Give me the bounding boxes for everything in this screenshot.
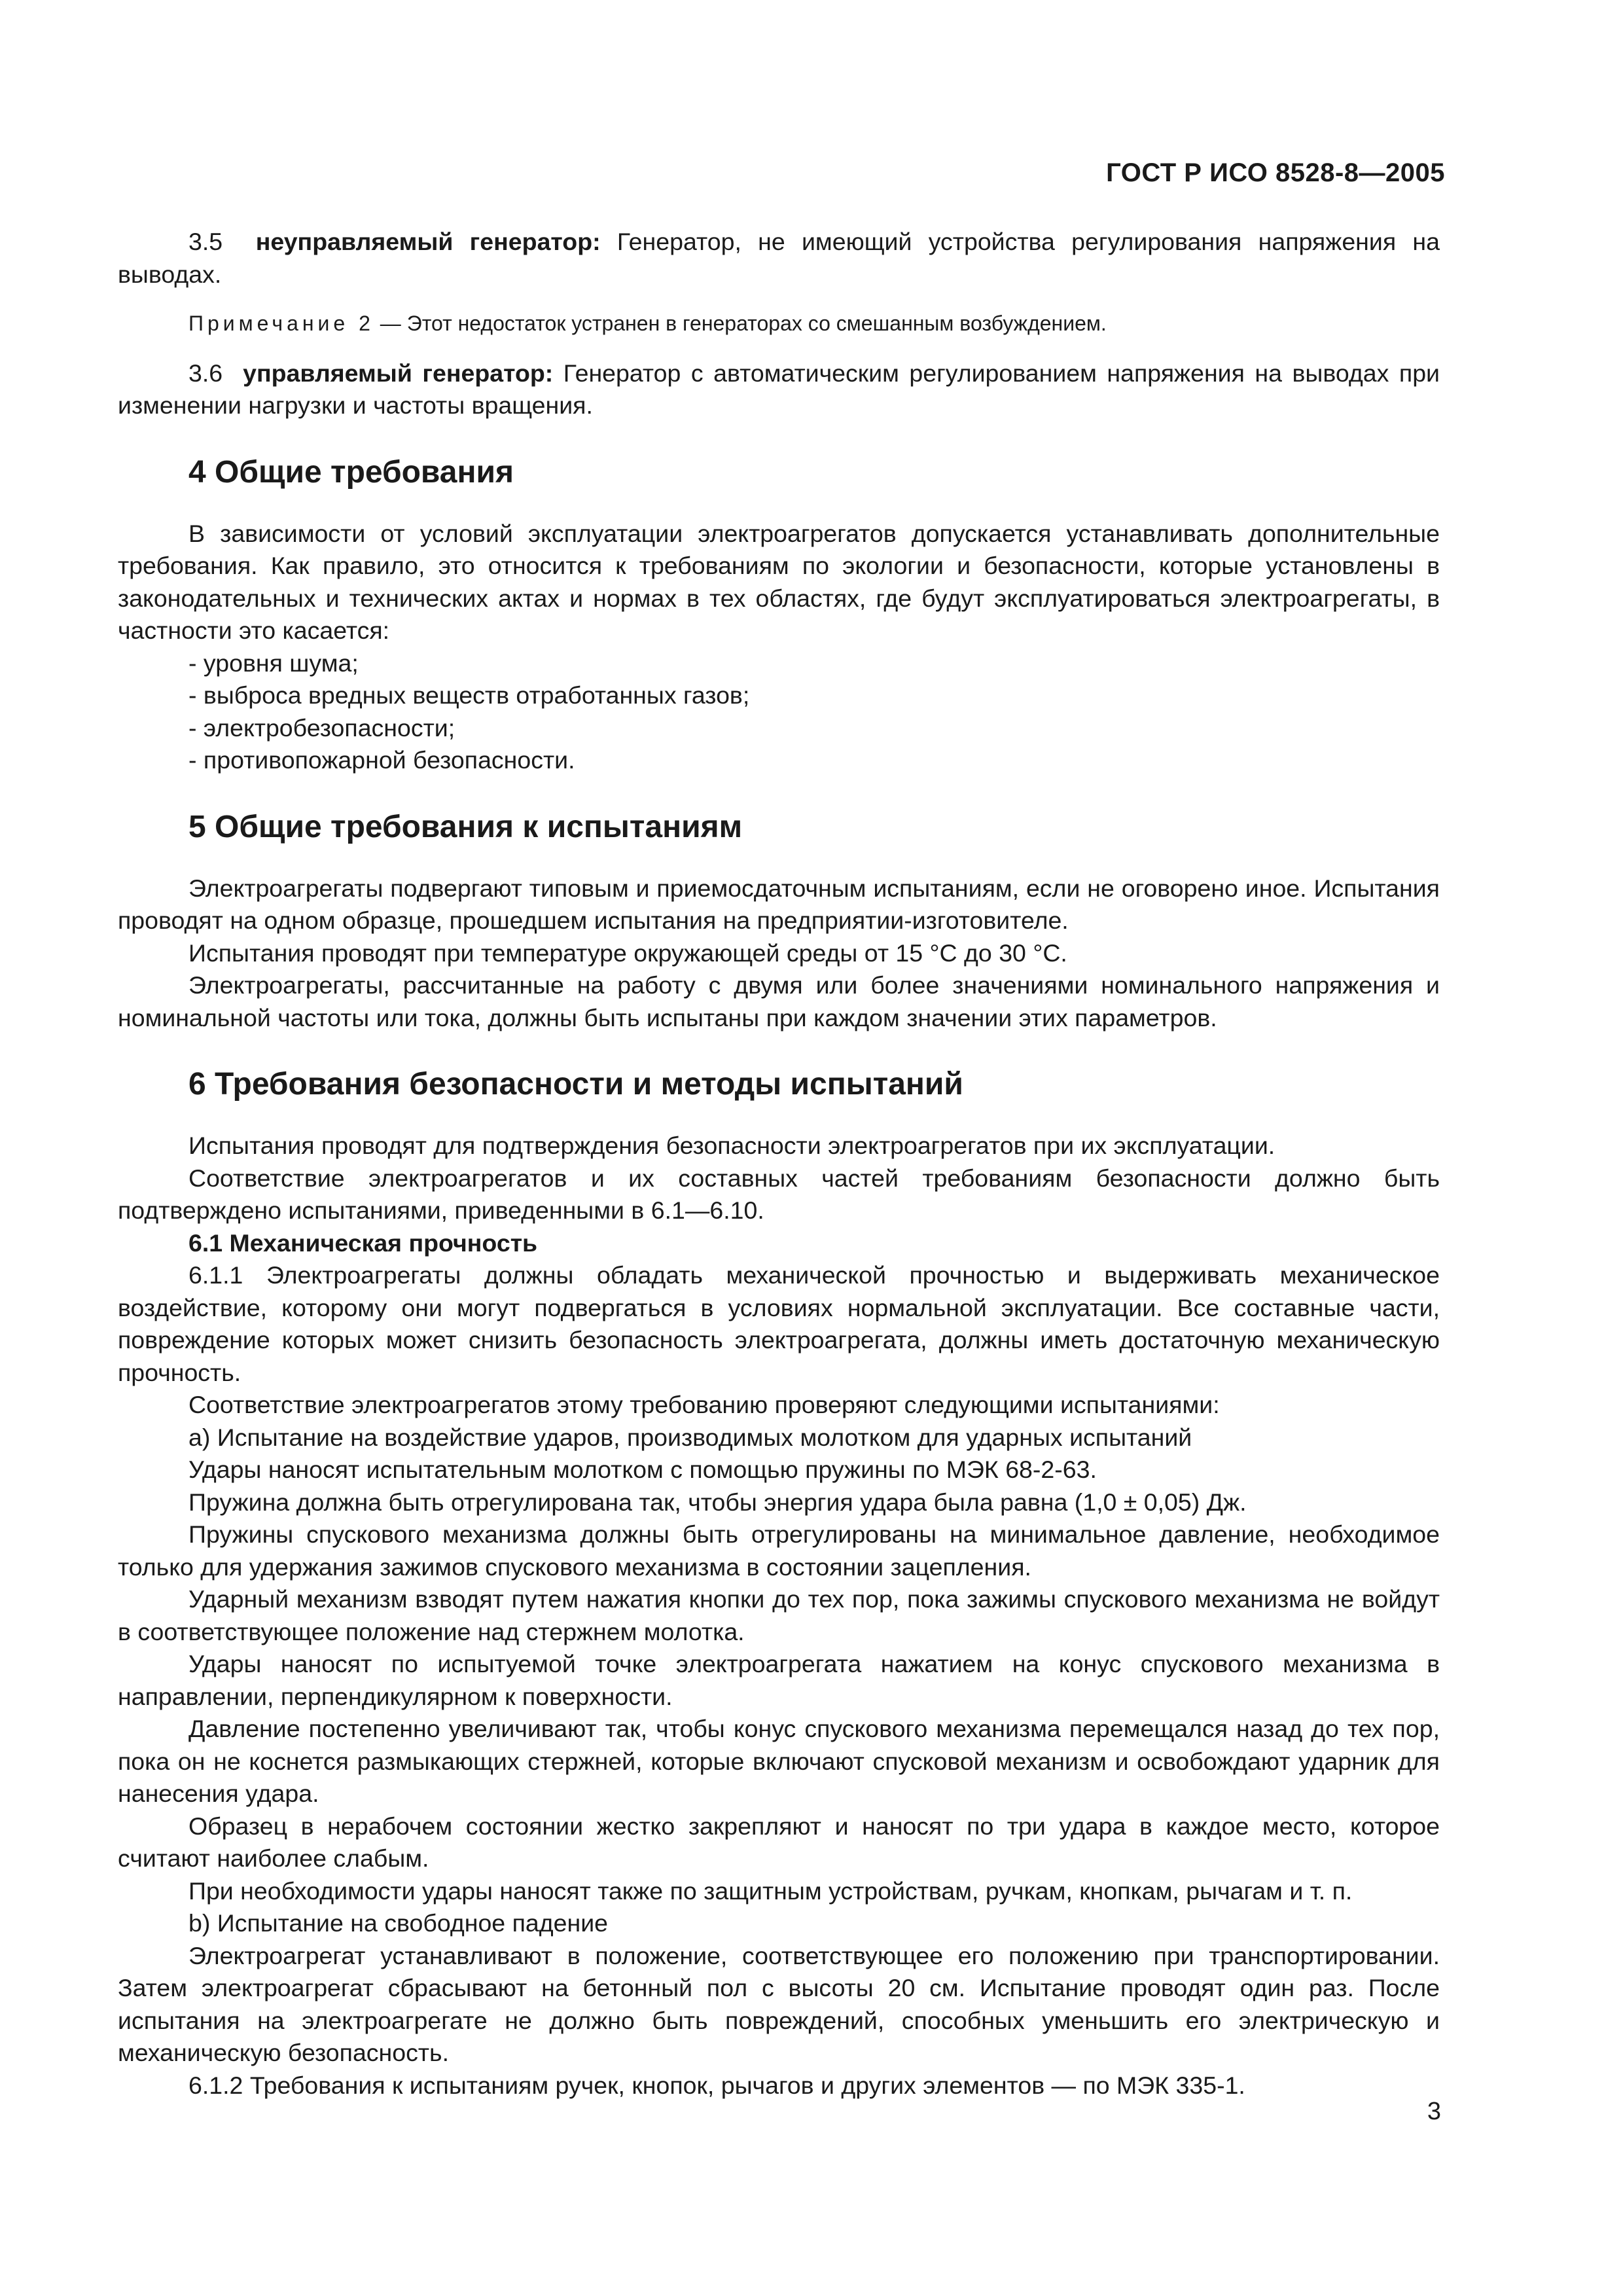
paragraph: Удары наносят испытательным молотком с помощью пружины по МЭК 68-2-63. — [188, 1456, 1097, 1483]
paragraph: Соответствие электроагрегатов и их составных частей требованиям безопасности должно быть подтверждено испытаниями, приведенными в 6.1—6.10. — [118, 1164, 1440, 1224]
document-body — [118, 226, 1440, 2102]
definition-3-5: 3.5 неуправляемый генератор: Генератор, не имеющий устройства регулирования напряжения на выводах. — [118, 228, 1440, 288]
paragraph: Давление постепенно увеличивают так, чтобы конус спускового механизма перемещался назад до тех пор, пока он не коснется размыкающих стержней, которые включают спусковой механизм и освобождают ударник для нанесения удара. — [118, 1715, 1440, 1807]
section-4-heading: 4 Общие требования — [188, 454, 514, 490]
paragraph: Удары наносят по испытуемой точке электроагрегата нажатием на конус спускового механизма в направлении, перпендикулярном к поверхности. — [118, 1650, 1440, 1710]
section-5-heading: 5 Общие требования к испытаниям — [188, 809, 743, 844]
paragraph: Пружины спускового механизма должны быть отрегулированы на минимальное давление, необходимое только для удержания зажимов спускового механизма в состоянии зацепления. — [118, 1520, 1440, 1581]
paragraph: Электроагрегат устанавливают в положение, соответствующее его положению при транспортировании. Затем электроагрегат сбрасывают на бетонный пол с высоты 20 см. Испытание проводят один раз. После испытания на электроагрегате не должно быть повреждений, способных уменьшить его электрическую и механическую безопасность. — [118, 1941, 1440, 2066]
page-number: 3 — [1427, 2098, 1441, 2125]
section-4-paragraph: В зависимости от условий эксплуатации электроагрегатов допускается устанавливать дополнительные требования. Как правило, это относится к требованиям по экологии и безопасности, которые установлены в законодательных и технических актах и нормах в тех областях, где будут эксплуатироваться электроагрегаты, в частности это касается: — [118, 519, 1440, 644]
paragraph: Соответствие электроагрегатов этому требованию проверяют следующими испытаниями: — [188, 1391, 1220, 1418]
list-item: - противопожарной безопасности. — [188, 746, 575, 774]
paragraph: Электроагрегаты подвергают типовым и приемосдаточным испытаниям, если не оговорено иное. Испытания проводят на одном образце, прошедшем испытания на предприятии-изготовителе. — [118, 874, 1440, 934]
paragraph: Образец в нерабочем состоянии жестко закрепляют и наносят по три удара в каждое место, которое считают наиболее слабым. — [118, 1812, 1440, 1872]
list-item: - выброса вредных веществ отработанных газов; — [188, 681, 750, 709]
paragraph: Пружина должна быть отрегулирована так, чтобы энергия удара была равна (1,0 ± 0,05) Дж. — [188, 1488, 1247, 1516]
paragraph: Электроагрегаты, рассчитанные на работу с двумя или более значениями номинального напряжения и номинальной частоты или тока, должны быть испытаны при каждом значении этих параметров. — [118, 971, 1440, 1031]
list-item: - электробезопасности; — [188, 713, 455, 742]
paragraph: Испытания проводят для подтверждения безопасности электроагрегатов при их эксплуатации. — [188, 1132, 1275, 1159]
subsection-6-1-heading: 6.1 Механическая прочность — [188, 1229, 538, 1257]
section-6-heading: 6 Требования безопасности и методы испытаний — [188, 1067, 963, 1102]
test-b-heading: b) Испытание на свободное падение — [188, 1909, 608, 1937]
definition-3-6: 3.6 управляемый генератор: Генератор с автоматическим регулированием напряжения на выводах при изменении нагрузки и частоты вращения. — [118, 359, 1440, 419]
paragraph: Ударный механизм взводят путем нажатия кнопки до тех пор, пока зажимы спускового механизма не войдут в соответствующее положение над стержнем молотка. — [118, 1585, 1440, 1645]
note-2: Примечание 2 — Этот недостаток устранен в генераторах со смешанным возбуждением. — [188, 312, 1107, 335]
list-item: - уровня шума; — [188, 649, 359, 677]
clause-6-1-2: 6.1.2 Требования к испытаниям ручек, кнопок, рычагов и других элементов — по МЭК 335-1. — [188, 2071, 1245, 2099]
paragraph: Испытания проводят при температуре окружающей среды от 15 °С до 30 °С. — [188, 939, 1067, 967]
paragraph: При необходимости удары наносят также по защитным устройствам, ручкам, кнопкам, рычагам и т. п. — [188, 1876, 1353, 1905]
clause-6-1-1: 6.1.1 Электроагрегаты должны обладать механической прочностью и выдерживать механическое воздействие, которому они могут подвергаться в условиях нормальной эксплуатации. Все составные части, повреждение которых может снизить безопасность электроагрегата, должны иметь достаточную механическую прочность. — [118, 1261, 1440, 1386]
test-a-heading: а) Испытание на воздействие ударов, производимых молотком для ударных испытаний — [188, 1423, 1192, 1451]
document-header: ГОСТ Р ИСО 8528-8—2005 — [1106, 158, 1445, 187]
